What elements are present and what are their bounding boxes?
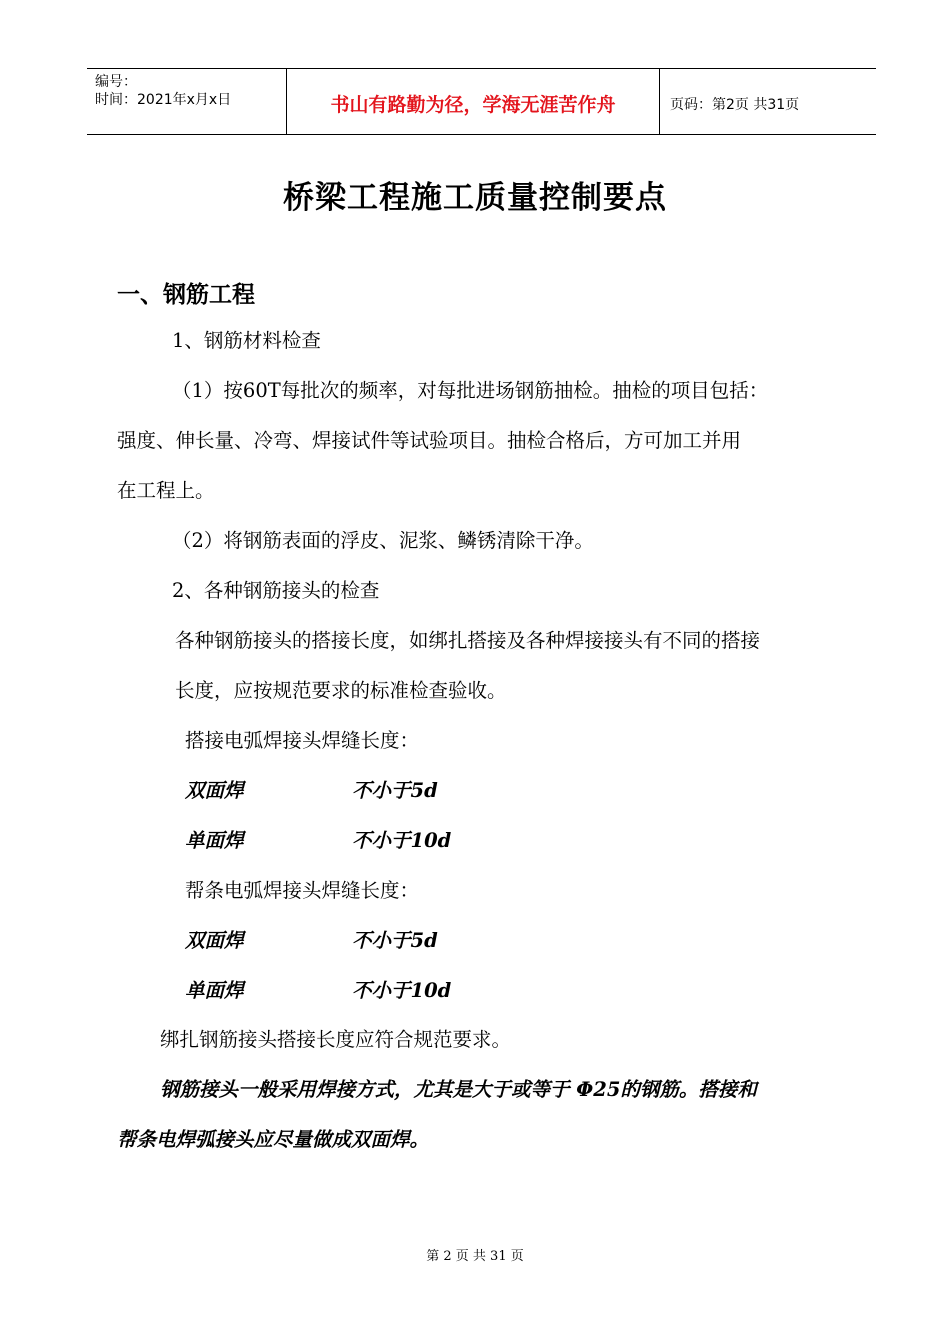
tie-note: 绑扎钢筋接头搭接长度应符合规范要求。 [160, 1028, 512, 1051]
item1-heading: 1、钢筋材料检查 [172, 329, 321, 352]
emphasis-line: 钢筋接头一般采用焊接方式，尤其是大于或等于 Φ25的钢筋。搭接和 [160, 1078, 757, 1101]
item1-paragraph-line: 在工程上。 [117, 479, 215, 502]
strip-row-value: 不小于5d [352, 929, 438, 952]
page-header [87, 68, 876, 135]
item1-paragraph-2: （2）将钢筋表面的浮皮、泥浆、鳞锈清除干净。 [172, 529, 594, 552]
section-heading: 一、钢筋工程 [117, 282, 255, 308]
strip-row-type: 单面焊 [185, 979, 244, 1002]
emphasis-line: 帮条电焊弧接头应尽量做成双面焊。 [117, 1128, 430, 1151]
time-label: 时间：2021年x月x日 [95, 92, 232, 108]
header-page-info: 页码：第2页 共31页 [670, 96, 800, 113]
page-footer: 第 2 页 共 31 页 [426, 1249, 524, 1264]
lap-row-value: 不小于10d [352, 829, 452, 852]
item1-paragraph-line: 强度、伸长量、冷弯、焊接试件等试验项目。抽检合格后，方可加工并用 [117, 429, 742, 452]
lap-weld-heading: 搭接电弧焊接头焊缝长度： [185, 729, 420, 752]
strip-row-type: 双面焊 [185, 929, 244, 952]
lap-row-type: 双面焊 [185, 779, 244, 802]
lap-row-value: 不小于5d [352, 779, 438, 802]
item2-paragraph-line: 长度，应按规范要求的标准检查验收。 [175, 679, 507, 702]
strip-row-value: 不小于10d [352, 979, 452, 1002]
code-label: 编号： [95, 74, 137, 90]
strip-weld-heading: 帮条电弧焊接头焊缝长度： [185, 879, 420, 902]
item1-paragraph-line: （1）按60T每批次的频率，对每批进场钢筋抽检。抽检的项目包括： [172, 379, 769, 402]
document-title: 桥梁工程施工质量控制要点 [283, 180, 667, 216]
item2-heading: 2、各种钢筋接头的检查 [172, 579, 380, 602]
header-meta [87, 69, 287, 134]
lap-row-type: 单面焊 [185, 829, 244, 852]
header-motto: 书山有路勤为径，学海无涯苦作舟 [287, 69, 660, 134]
item2-paragraph-line: 各种钢筋接头的搭接长度，如绑扎搭接及各种焊接接头有不同的搭接 [175, 629, 761, 652]
